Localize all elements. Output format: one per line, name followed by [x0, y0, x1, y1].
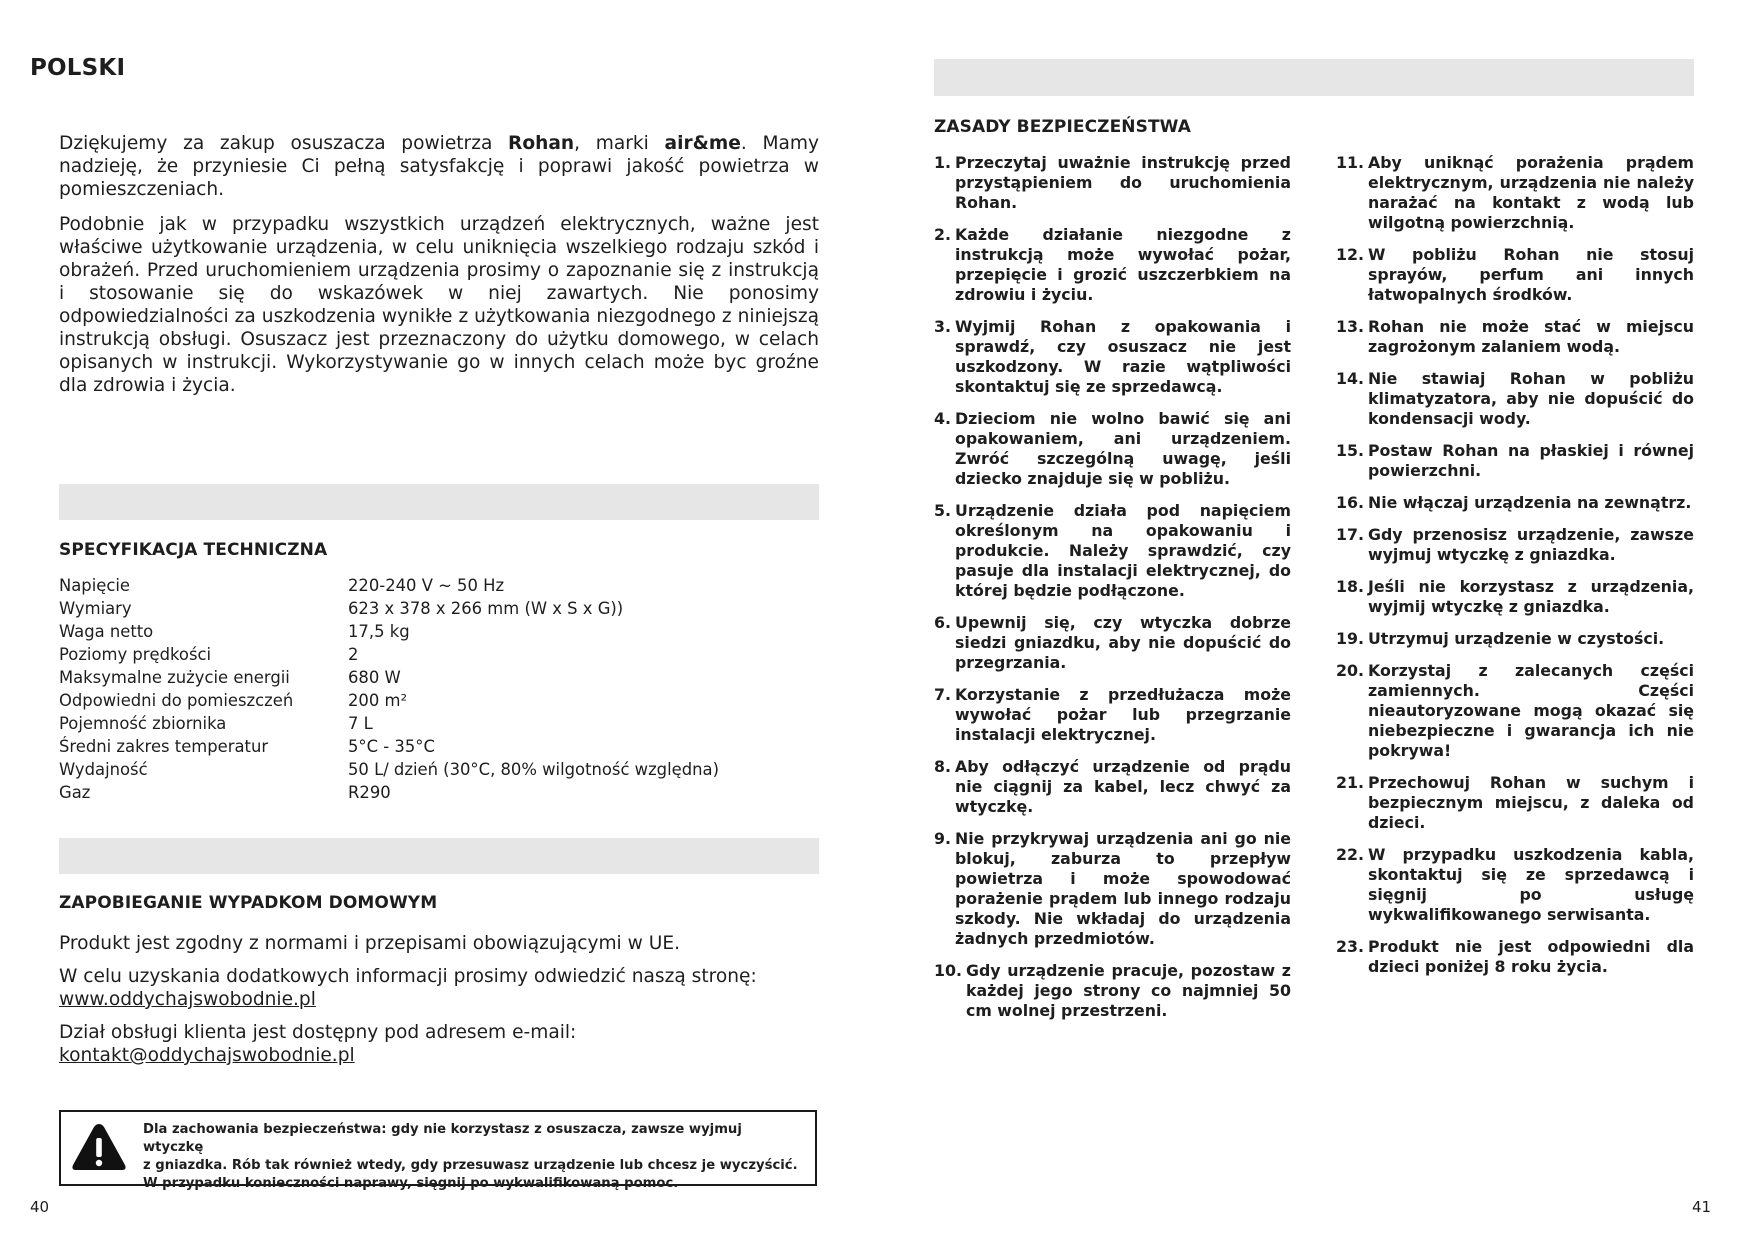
website-paragraph: W celu uzyskania dodatkowych informacji prosimy odwiedzić naszą stronę: www.oddychajswobodnie.pl: [59, 966, 757, 1010]
warning-text: Dla zachowania bezpieczeństwa: gdy nie korzystasz z osuszacza, zawsze wyjmuj wtyczkę z gniazdka. Rób tak również wtedy, gdy przesuwasz urządzenie lub chcesz je wyczyścić. W przypadku konieczności naprawy, sięgnij po wykwalifikowaną pomoc.: [143, 1122, 798, 1191]
spec-table: [59, 576, 819, 806]
spec-value: 200 m²: [348, 691, 408, 710]
safety-list-left: [934, 153, 1291, 1033]
spec-label: Gaz: [59, 783, 91, 802]
spec-row: [59, 714, 819, 737]
intro-paragraph-1: Dziękujemy za zakup osuszacza powietrza Rohan, marki air&me. Mamy nadzieję, że przyniesie Ci pełną satysfakcję i poprawi jakość powietrza w pomieszczeniach.: [59, 133, 819, 200]
rule-number: 6.: [934, 613, 951, 632]
rule-text: Rohan nie może stać w miejscu zagrożonym zalaniem wodą.: [1367, 317, 1694, 356]
rule-number: 18.: [1336, 577, 1364, 596]
rule-text: Nie włączaj urządzenia na zewnątrz.: [1367, 493, 1692, 512]
email-link[interactable]: kontakt@oddychajswobodnie.pl: [59, 1045, 355, 1066]
safety-rule: [1336, 493, 1694, 513]
safety-rule: [1336, 845, 1694, 925]
rule-number: 13.: [1336, 317, 1364, 336]
spec-row: [59, 622, 819, 645]
spec-value: 2: [348, 645, 359, 664]
prevention-title: ZAPOBIEGANIE WYPADKOM DOMOWYM: [59, 893, 438, 913]
spec-row: [59, 645, 819, 668]
intro-paragraph-2: Podobnie jak w przypadku wszystkich urządzeń elektrycznych, ważne jest właściwe użytkowanie urządzenia, w celu uniknięcia wszelkiego rodzaju szkód i obrażeń. Przed uruchomieniem urządzenia prosimy o zapoznanie się z instrukcją i stosowanie się do wskazówek w niej zawartych. Nie ponosimy odpowiedzialności za uszkodzenia wynikłe z użytkowania niezgodnego z niniejszą instrukcją obsługi. Osuszacz jest przeznaczony do użytku domowego, w celach opisanych w instrukcji. Wykorzystywanie go w innych celach może byc groźne dla zdrowia i życia.: [59, 214, 819, 396]
spec-row: [59, 668, 819, 691]
section-band: [934, 59, 1694, 96]
website-link[interactable]: www.oddychajswobodnie.pl: [59, 989, 316, 1010]
safety-rule: [934, 409, 1291, 489]
spec-row: [59, 599, 819, 622]
spec-title: SPECYFIKACJA TECHNICZNA: [59, 540, 328, 560]
spec-value: 17,5 kg: [348, 622, 410, 641]
rule-text: Nie stawiaj Rohan w pobliżu klimatyzatora, aby nie dopuścić do kondensacji wody.: [1367, 369, 1694, 428]
spec-row: [59, 691, 819, 714]
language-heading: POLSKI: [30, 55, 126, 81]
rule-text: Dzieciom nie wolno bawić się ani opakowaniem, ani urządzeniem. Zwróć szczególną uwagę, jeśli dziecko znajduje się w pobliżu.: [955, 409, 1291, 488]
rule-text: W pobliżu Rohan nie stosuj sprayów, perfum ani innych łatwopalnych środków.: [1367, 245, 1694, 304]
spec-label: Napięcie: [59, 576, 130, 595]
rule-text: Przechowuj Rohan w suchym i bezpiecznym miejscu, z daleka od dzieci.: [1367, 773, 1694, 832]
spec-label: Wydajność: [59, 760, 148, 779]
rule-number: 15.: [1336, 441, 1364, 460]
rule-text: Gdy urządzenie pracuje, pozostaw z każdej jego strony co najmniej 50 cm wolnej przestrzeni.: [965, 961, 1291, 1020]
rule-text: Gdy przenosisz urządzenie, zawsze wyjmuj wtyczkę z gniazdka.: [1367, 525, 1694, 564]
section-band: [59, 484, 819, 520]
spec-label: Waga netto: [59, 622, 154, 641]
rule-number: 17.: [1336, 525, 1364, 544]
spec-row: [59, 737, 819, 760]
spec-value: 50 L/ dzień (30°C, 80% wilgotność względna): [348, 760, 719, 779]
warning-icon: [71, 1122, 127, 1172]
rule-text: Urządzenie działa pod napięciem określonym na opakowaniu i produkcie. Należy sprawdzić, czy pasuje dla instalacji elektrycznej, do której będzie podłączone.: [955, 501, 1291, 600]
spec-row: [59, 783, 819, 806]
safety-rule: [1336, 773, 1694, 833]
safety-rule: [934, 829, 1291, 949]
intro-text: [59, 132, 819, 409]
safety-rule: [934, 153, 1291, 213]
safety-rule: [1336, 525, 1694, 565]
rule-text: Aby uniknąć porażenia prądem elektrycznym, urządzenia nie należy narażać na kontakt z wodą lub wilgotną powierzchnią.: [1367, 153, 1694, 232]
safety-rule: [1336, 441, 1694, 481]
rule-text: W przypadku uszkodzenia kabla, skontaktuj się ze sprzedawcą i sięgnij po usługę wykwalifikowanego serwisanta.: [1367, 845, 1694, 924]
rule-number: 2.: [934, 225, 951, 244]
spec-label: Pojemność zbiornika: [59, 714, 227, 733]
compliance-text: Produkt jest zgodny z normami i przepisami obowiązującymi w UE.: [59, 933, 681, 954]
prevention-text: [59, 932, 819, 1077]
spec-label: Średni zakres temperatur: [59, 737, 269, 756]
maker-name: air&me: [664, 133, 741, 154]
rule-number: 11.: [1336, 153, 1364, 172]
safety-rule: [934, 501, 1291, 601]
safety-rule: [934, 613, 1291, 673]
email-paragraph: Dział obsługi klienta jest dostępny pod adresem e-mail: kontakt@oddychajswobodnie.pl: [59, 1022, 577, 1066]
rule-number: 1.: [934, 153, 951, 172]
rule-number: 14.: [1336, 369, 1364, 388]
spec-row: [59, 576, 819, 599]
rule-number: 7.: [934, 685, 951, 704]
rule-text: Aby odłączyć urządzenie od prądu nie ciągnij za kabel, lecz chwyć za wtyczkę.: [955, 757, 1291, 816]
page-number-right: 41: [1692, 1198, 1712, 1216]
spec-label: Maksymalne zużycie energii: [59, 668, 290, 687]
rule-text: Przeczytaj uważnie instrukcję przed przystąpieniem do uruchomienia Rohan.: [955, 153, 1291, 212]
safety-rule: [1336, 937, 1694, 977]
spec-value: 7 L: [348, 714, 373, 733]
rule-text: Utrzymuj urządzenie w czystości.: [1367, 629, 1665, 648]
safety-rule: [1336, 245, 1694, 305]
warning-box: [59, 1110, 817, 1191]
rule-text: Jeśli nie korzystasz z urządzenia, wyjmij wtyczkę z gniazdka.: [1367, 577, 1694, 616]
safety-rule: [1336, 153, 1694, 233]
rule-text: Nie przykrywaj urządzenia ani go nie blokuj, zaburza to przepływ powietrza i może spowodować porażenie prądem lub innego rodzaju szkody. Nie wkładaj do urządzenia żadnych przedmiotów.: [955, 829, 1291, 948]
safety-rule: [1336, 661, 1694, 761]
rule-number: 23.: [1336, 937, 1364, 956]
rule-number: 10.: [934, 961, 962, 980]
rule-text: Wyjmij Rohan z opakowania i sprawdź, czy osuszacz nie jest uszkodzony. W razie wątpliwości skontaktuj się ze sprzedawcą.: [955, 317, 1291, 396]
rule-number: 21.: [1336, 773, 1364, 792]
rule-number: 22.: [1336, 845, 1364, 864]
safety-list-right: [1336, 153, 1694, 989]
safety-rule: [1336, 577, 1694, 617]
brand-name: Rohan: [508, 133, 575, 154]
spec-value: 623 x 378 x 266 mm (W x S x G)): [348, 599, 624, 618]
spec-value: 220-240 V ~ 50 Hz: [348, 576, 505, 595]
rule-number: 12.: [1336, 245, 1364, 264]
spec-label: Odpowiedni do pomieszczeń: [59, 691, 294, 710]
page-number-left: 40: [30, 1198, 50, 1216]
rule-number: 20.: [1336, 661, 1364, 680]
safety-title: ZASADY BEZPIECZEŃSTWA: [934, 117, 1192, 137]
spec-label: Poziomy prędkości: [59, 645, 212, 664]
spec-row: [59, 760, 819, 783]
rule-number: 5.: [934, 501, 951, 520]
rule-number: 16.: [1336, 493, 1364, 512]
safety-rule: [1336, 369, 1694, 429]
safety-rule: [934, 961, 1291, 1021]
rule-number: 3.: [934, 317, 951, 336]
rule-number: 8.: [934, 757, 951, 776]
spec-value: 680 W: [348, 668, 401, 687]
safety-rule: [1336, 317, 1694, 357]
safety-rule: [1336, 629, 1694, 649]
safety-rule: [934, 757, 1291, 817]
rule-text: Korzystaj z zalecanych części zamiennych. Części nieautoryzowane mogą okazać się niebezpieczne i gwarancja ich nie pokrywa!: [1367, 661, 1694, 760]
rule-number: 4.: [934, 409, 951, 428]
rule-number: 9.: [934, 829, 951, 848]
spec-value: 5°C - 35°C: [348, 737, 435, 756]
spec-label: Wymiary: [59, 599, 132, 618]
rule-text: Upewnij się, czy wtyczka dobrze siedzi gniazdku, aby nie dopuścić do przegrzania.: [955, 613, 1291, 672]
rule-number: 19.: [1336, 629, 1364, 648]
safety-rule: [934, 225, 1291, 305]
rule-text: Produkt nie jest odpowiedni dla dzieci poniżej 8 roku życia.: [1367, 937, 1694, 976]
safety-rule: [934, 685, 1291, 745]
spec-value: R290: [348, 783, 391, 802]
rule-text: Każde działanie niezgodne z instrukcją może wywołać pożar, przepięcie i grozić uszczerbkiem na zdrowiu i życiu.: [955, 225, 1291, 304]
rule-text: Postaw Rohan na płaskiej i równej powierzchni.: [1367, 441, 1694, 480]
rule-text: Korzystanie z przedłużacza może wywołać pożar lub przegrzanie instalacji elektrycznej.: [955, 685, 1291, 744]
safety-rule: [934, 317, 1291, 397]
section-band: [59, 838, 819, 874]
